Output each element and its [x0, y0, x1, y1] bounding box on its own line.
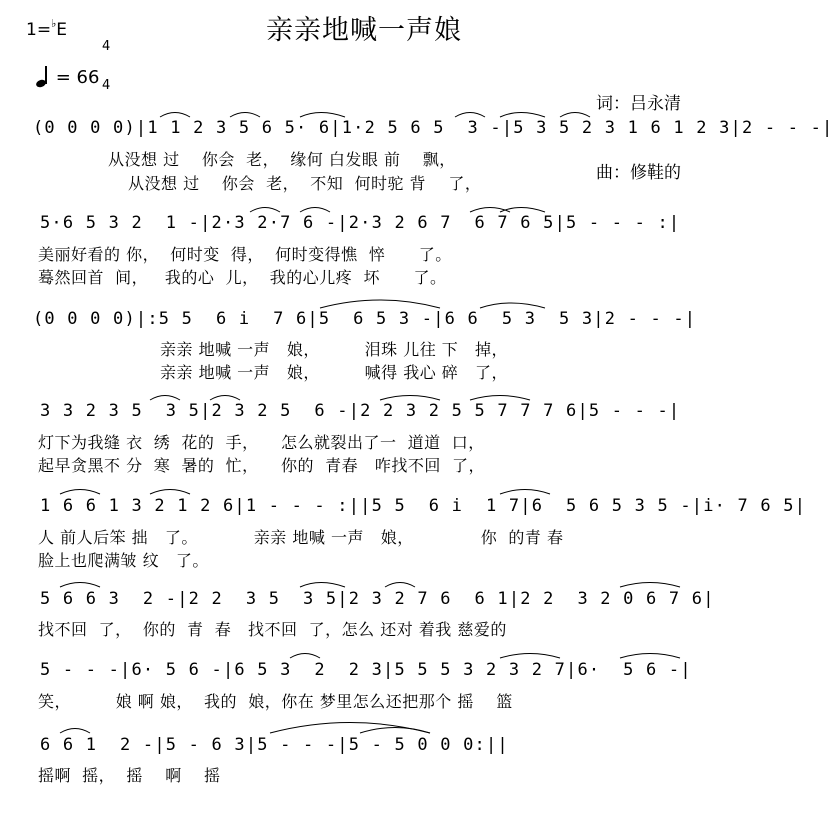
slur — [500, 490, 550, 495]
lyric-line-7-1: 笑， 娘 啊 娘， 我的 娘，你在 梦里怎么还把那个 摇 篮 — [38, 692, 513, 711]
slur — [160, 113, 190, 118]
key-prefix: 1= — [26, 20, 52, 40]
lyric-line-1-2: 从没想 过 你会 老， 不知 何时驼 背 了， — [128, 174, 482, 193]
slur — [385, 583, 415, 588]
slur — [60, 729, 90, 734]
slur — [480, 303, 545, 308]
slur — [60, 583, 100, 588]
flat-icon: ♭ — [51, 17, 57, 30]
lyric-line-2-1: 美丽好看的 你， 何时变 得， 何时变得憔 悴 了。 — [38, 245, 452, 264]
slur — [290, 654, 320, 659]
time-signature-bottom: 4 — [102, 78, 111, 93]
slur — [60, 490, 100, 495]
slur — [560, 113, 590, 118]
lyric-line-8-1: 摇啊 摇， 摇 啊 摇 — [38, 766, 221, 785]
composer: 曲：修鞋的 — [596, 163, 681, 183]
slur — [470, 208, 510, 213]
notation-line-3: (0 0 0 0)|:5 5 6 i 7 6|5 6 5 3 -|6 6 5 3 5 3|2 - - -| — [33, 309, 697, 329]
lyric-line-1-1: 从没想 过 你会 老， 缘何 白发眼 前 飘， — [108, 150, 456, 169]
lyric-line-2-2: 蓦然回首 间， 我的心 儿， 我的心儿疼 坏 了。 — [38, 268, 447, 287]
tempo-value: = 66 — [55, 67, 100, 88]
slur — [620, 654, 680, 659]
slur — [500, 208, 545, 213]
lyric-line-3-1: 亲亲 地喊 一声 娘， 泪珠 儿往 下 掉， — [160, 340, 509, 359]
slur — [300, 208, 330, 213]
slur — [380, 396, 440, 401]
notation-line-4: 3 3 2 3 5 3 5|2 3 2 5 6 -|2 2 3 2 5 5 7 7 7 6|5 - - -| — [40, 401, 681, 421]
notation-line-1: (0 0 0 0)|1 1 2 3 5 6 5· 6|1·2 5 6 5 3 -|5 3 5 2 3 1 6 1 2 3|2 - - -| — [33, 118, 833, 138]
slur — [300, 583, 345, 588]
slur — [320, 300, 440, 308]
slur — [500, 113, 545, 118]
slur — [470, 396, 530, 401]
slur — [230, 113, 260, 118]
time-signature-top: 4 — [102, 39, 111, 54]
slur — [210, 396, 240, 401]
lyric-line-5-1: 人 前人后笨 拙 了。 亲亲 地喊 一声 娘， 你 的青 春 — [38, 528, 564, 547]
notation-line-6: 5 6 6 3 2 -|2 2 3 5 3 5|2 3 2 7 6 6 1|2 2 3 2 0 6 7 6| — [40, 589, 715, 609]
notation-line-2: 5·6 5 3 2 1 -|2·3 2·7 6 -|2·3 2 6 7 6 7 6 5|5 - - - :| — [40, 213, 681, 233]
slur — [150, 396, 180, 401]
lyricist: 词：吕永清 — [596, 94, 681, 114]
slur — [150, 490, 190, 495]
key-note: E — [56, 20, 68, 40]
slur — [455, 113, 485, 118]
slur — [360, 728, 430, 734]
notation-line-5: 1 6 6 1 3 2 1 2 6|1 - - - :||5 5 6 i 1 7|6 5 6 5 3 5 -|i· 7 6 5| — [40, 496, 807, 516]
lyric-line-3-2: 亲亲 地喊 一声 娘， 喊得 我心 碎 了， — [160, 363, 509, 382]
lyric-line-5-2: 脸上也爬满皱 纹 了。 — [38, 551, 209, 570]
notation-line-8: 6 6 1 2 -|5 - 6 3|5 - - -|5 - 5 0 0 0:|| — [40, 735, 509, 755]
lyric-line-6-1: 找不回 了， 你的 青 春 找不回 了，怎么 还对 着我 慈爱的 — [38, 620, 507, 639]
lyric-line-4-2: 起早贪黑不 分 寒 暑的 忙， 你的 青春 咋找不回 了， — [38, 456, 486, 475]
slur — [250, 208, 280, 213]
song-title: 亲亲地喊一声娘 — [266, 15, 462, 46]
lyric-line-4-1: 灯下为我缝 衣 绣 花的 手， 怎么就裂出了一 道道 口， — [38, 433, 485, 452]
slur — [500, 654, 560, 659]
notation-line-7: 5 - - -|6· 5 6 -|6 5 3 2 2 3|5 5 5 3 2 3 2 7|6· 5 6 -| — [40, 660, 692, 680]
slur — [300, 113, 345, 118]
slur — [620, 583, 680, 588]
